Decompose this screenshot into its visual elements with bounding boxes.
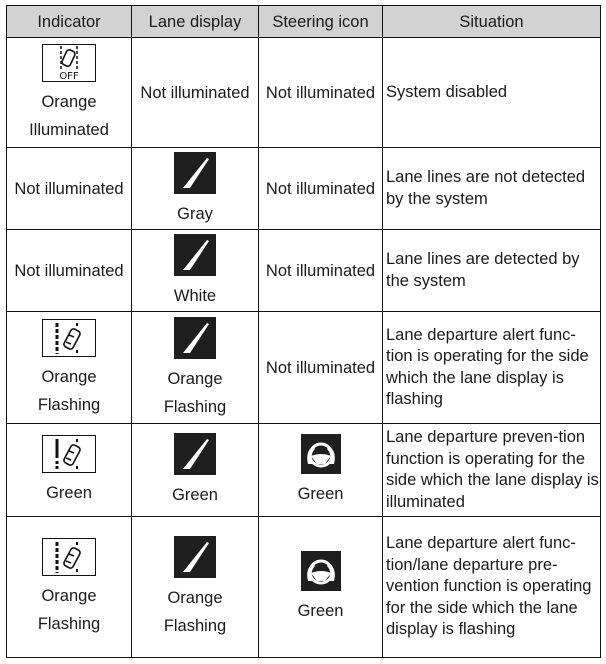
situation-cell: Lane departure alert func-tion/lane departure pre-vention function is operating for the side which the lane display is flashing: [383, 517, 601, 658]
indicator-cell: [7, 38, 132, 148]
lane-display-state: Flashing: [163, 397, 227, 416]
indicator-color: Green: [46, 484, 92, 502]
lane-line-icon: [174, 536, 216, 578]
indicator-cell: Not illuminated: [7, 230, 132, 312]
steering-icon-cell: [259, 517, 383, 658]
lane-line-icon: [174, 234, 216, 276]
lane-departure-icon: [42, 319, 96, 357]
table-row: [7, 517, 601, 658]
lane-display-color: White: [173, 286, 217, 305]
lane-display-cell: [132, 424, 259, 517]
indicator-state: Flashing: [37, 395, 101, 414]
table-row: [7, 312, 601, 424]
lane-line-icon: [174, 317, 216, 359]
steering-icon-color: Green: [297, 602, 344, 620]
indicator-color: Orange: [41, 92, 97, 111]
lane-display-cell: [132, 312, 259, 424]
indicator-cell: [7, 424, 132, 517]
lane-display-cell: [132, 230, 259, 312]
steering-icon-cell: Not illuminated: [259, 312, 383, 424]
lane-departure-off-icon: [42, 44, 96, 82]
steering-icon-cell: Not illuminated: [259, 38, 383, 148]
lane-display-color: Orange: [167, 369, 223, 388]
situation-cell: Lane lines are not detected by the system: [383, 148, 601, 230]
table-row: [7, 38, 601, 148]
steering-icon-color: Green: [297, 485, 344, 503]
steering-icon-cell: Not illuminated: [259, 148, 383, 230]
lane-display-cell: [132, 148, 259, 230]
indicator-cell: [7, 312, 132, 424]
lane-display-state: Flashing: [163, 617, 227, 635]
header-row: [7, 6, 601, 38]
steering-icon-cell: [259, 424, 383, 517]
lane-display-cell: [132, 517, 259, 658]
svg-text:OFF: OFF: [59, 70, 79, 81]
situation-cell: Lane lines are detected by the system: [383, 230, 601, 312]
header-steering-icon: Steering icon: [259, 6, 383, 38]
lane-line-icon: [174, 152, 216, 194]
header-lane-display: Lane display: [132, 6, 259, 38]
lane-display-color: Green: [172, 486, 218, 504]
indicator-cell: Not illuminated: [7, 148, 132, 230]
situation-cell: System disabled: [383, 38, 601, 148]
lane-departure-icon: [42, 538, 96, 576]
table-row: [7, 148, 601, 230]
indicator-state: Illuminated: [29, 120, 109, 139]
situation-cell: Lane departure preven-tion function is operating for the side which the lane display is illuminated: [383, 424, 601, 517]
lane-display-color: Orange: [167, 589, 223, 607]
indicator-cell: [7, 517, 132, 658]
lane-departure-icon: [42, 435, 96, 473]
indicator-color: Orange: [41, 367, 97, 386]
steering-icon-cell: Not illuminated: [259, 230, 383, 312]
steering-wheel-hands-icon: [301, 551, 341, 591]
lane-display-color: Gray: [177, 204, 213, 223]
indicator-state: Flashing: [37, 615, 101, 633]
header-indicator: Indicator: [7, 6, 132, 38]
lane-display-cell: Not illuminated: [132, 38, 259, 148]
table-row: [7, 230, 601, 312]
table-row: [7, 424, 601, 517]
steering-wheel-hands-icon: [301, 434, 341, 474]
header-situation: Situation: [383, 6, 601, 38]
lane-line-icon: [174, 433, 216, 475]
indicator-color: Orange: [41, 587, 97, 605]
situation-cell: Lane departure alert func-tion is operating for the side which the lane display is flashing: [383, 312, 601, 424]
lane-tracing-indicator-table: [6, 5, 601, 658]
